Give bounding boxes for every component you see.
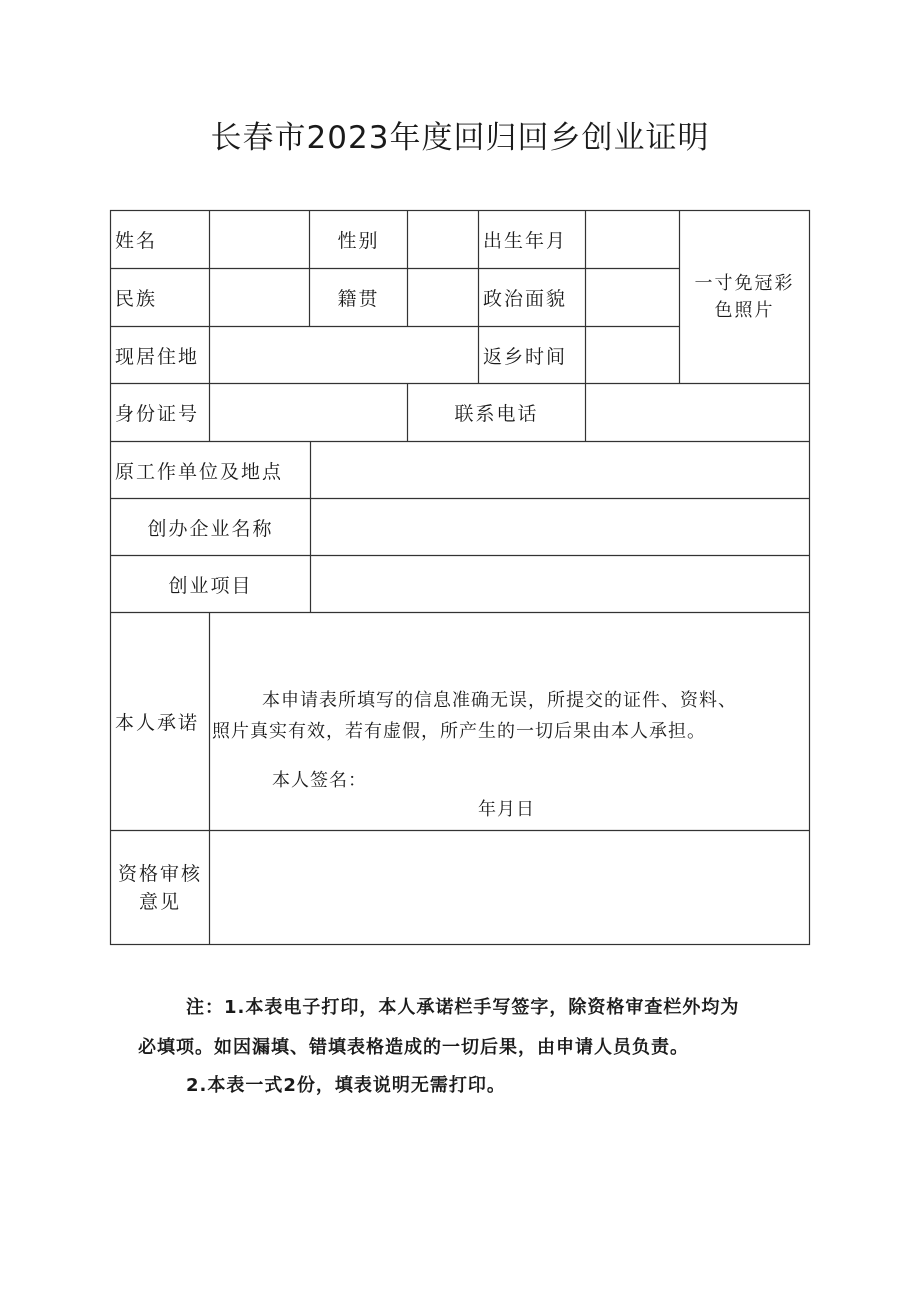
pledge-label: 本人承诺 [115, 712, 200, 734]
gender-field[interactable] [408, 211, 478, 268]
note-line3: 2.本表一式2份，填表说明无需打印。 [186, 1075, 506, 1096]
name-label: 姓名 [115, 230, 158, 252]
return-time-field[interactable] [586, 327, 679, 383]
id-number-field[interactable] [210, 384, 407, 441]
review-label-line2: 意见 [138, 890, 181, 913]
ethnicity-label: 民族 [115, 288, 158, 310]
photo-box[interactable] [680, 211, 809, 383]
native-place-field[interactable] [408, 269, 478, 326]
gender-label: 性别 [337, 230, 380, 252]
photo-label-line1: 一寸免冠彩 [694, 273, 795, 294]
political-status-label: 政治面貌 [483, 288, 568, 310]
date-label: 年月日 [478, 799, 535, 820]
pledge-text-line1: 本申请表所填写的信息准确无误，所提交的证件、资料、 [262, 690, 737, 711]
photo-label-line2: 色照片 [714, 300, 775, 321]
return-time-label: 返乡时间 [483, 345, 568, 368]
political-status-field[interactable] [586, 269, 679, 326]
project-label: 创业项目 [168, 574, 253, 597]
signature-label: 本人签名： [272, 770, 367, 791]
phone-label: 联系电话 [454, 403, 539, 425]
native-place-label: 籍贯 [337, 288, 380, 310]
note-line1: 注：1.本表电子打印，本人承诺栏手写签字，除资格审查栏外均为 [186, 997, 740, 1018]
phone-field[interactable] [586, 384, 809, 441]
review-label-line1: 资格审核 [117, 862, 202, 885]
former-employer-label: 原工作单位及地点 [115, 460, 284, 483]
ethnicity-field[interactable] [210, 269, 309, 326]
company-name-field[interactable] [311, 499, 809, 555]
former-employer-field[interactable] [311, 442, 809, 498]
birth-field[interactable] [586, 211, 679, 268]
id-number-label: 身份证号 [115, 403, 200, 425]
note-line2: 必填项。如因漏填、错填表格造成的一切后果，由申请人员负责。 [138, 1037, 689, 1058]
name-field[interactable] [210, 211, 309, 268]
review-label [111, 831, 209, 944]
review-field[interactable] [210, 831, 809, 944]
project-field[interactable] [311, 556, 809, 612]
birth-label: 出生年月 [483, 230, 568, 252]
company-name-label: 创办企业名称 [147, 517, 274, 540]
page-title: 长春市2023年度回归回乡创业证明 [210, 120, 710, 156]
residence-field[interactable] [210, 327, 478, 383]
pledge-text-line2: 照片真实有效，若有虚假，所产生的一切后果由本人承担。 [212, 721, 706, 742]
residence-label: 现居住地 [115, 345, 200, 368]
